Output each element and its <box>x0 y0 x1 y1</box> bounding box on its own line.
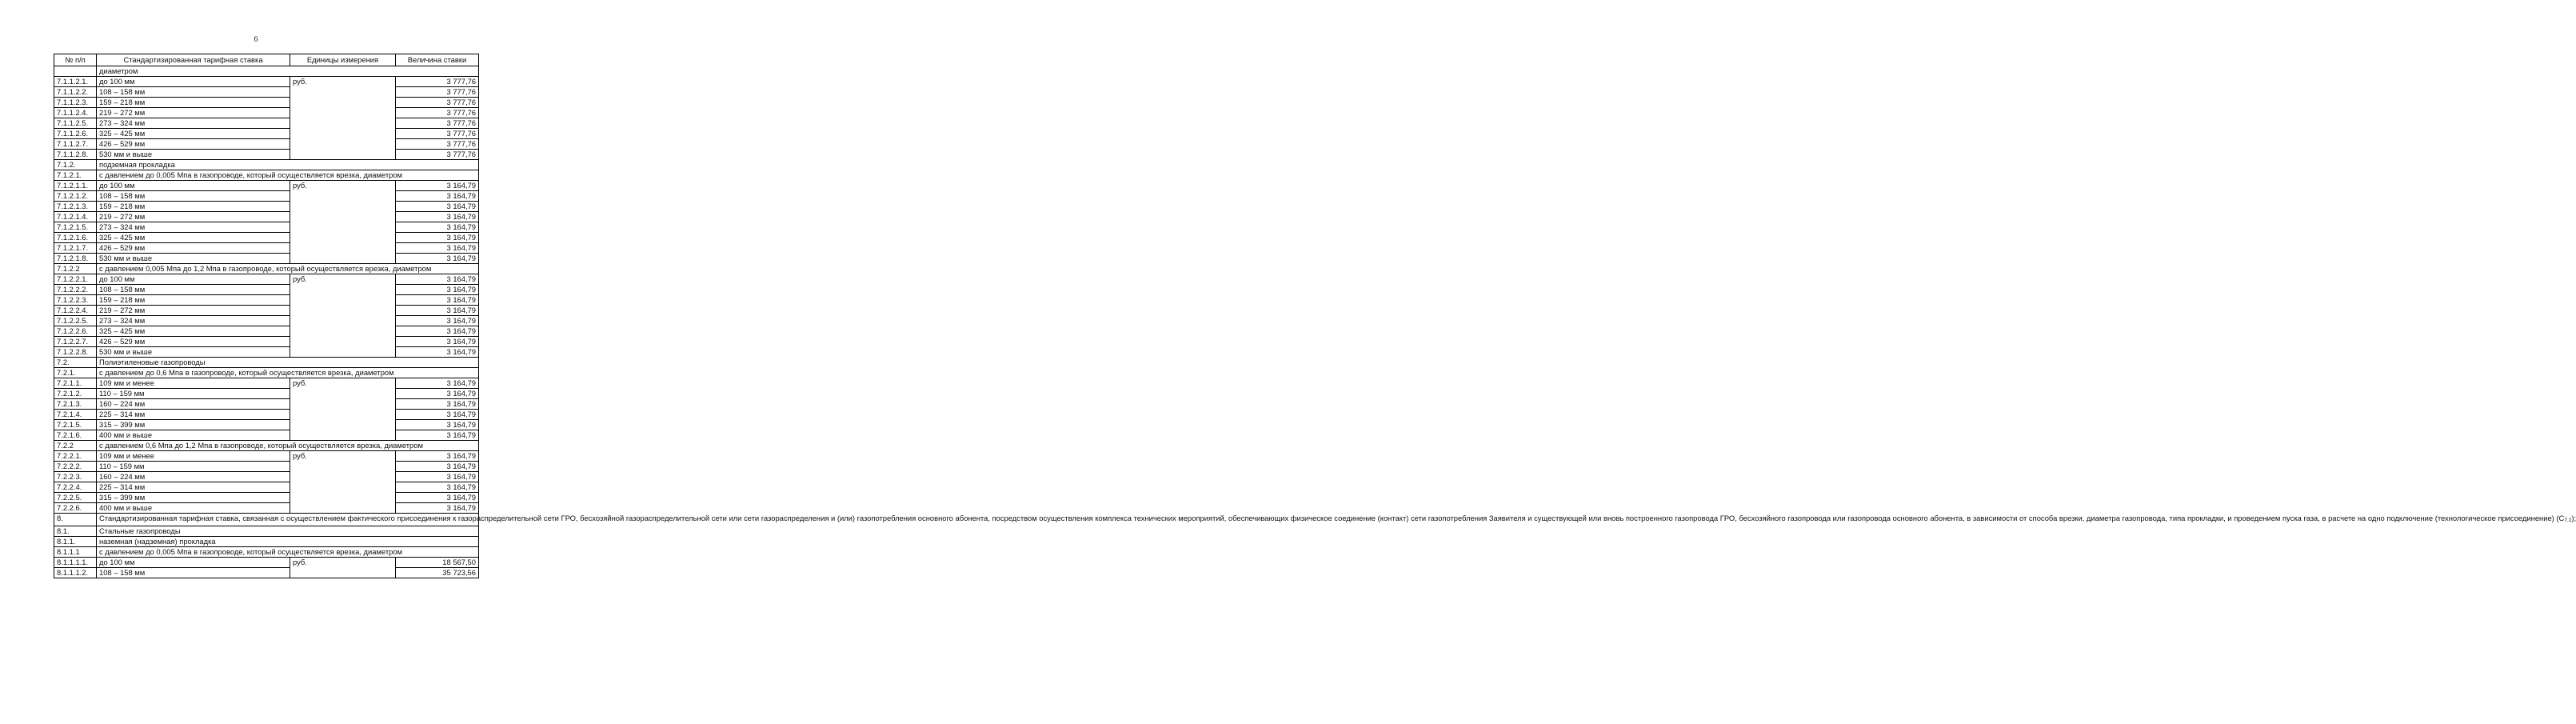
row-label: 219 – 272 мм <box>97 306 290 316</box>
row-label: 108 – 158 мм <box>97 568 290 578</box>
table-row <box>54 316 479 326</box>
row-number: 7.1.1.2.1. <box>54 77 97 87</box>
row-number <box>54 66 97 77</box>
table-row <box>54 295 479 306</box>
row-number: 7.1.2.1.8. <box>54 254 97 264</box>
row-label: 159 – 218 мм <box>97 98 290 108</box>
row-number: 7.1.2.2 <box>54 264 97 274</box>
row-number: 7.2.1.5. <box>54 420 97 430</box>
row-label: 159 – 218 мм <box>97 202 290 212</box>
tariff-table <box>54 54 2576 578</box>
row-number: 8. <box>54 514 97 526</box>
row-number: 7.2.1.4. <box>54 410 97 420</box>
row-number: 7.1.2.1.4. <box>54 212 97 222</box>
rate-value: 3 164,79 <box>396 482 479 493</box>
rate-value: 3 164,79 <box>396 503 479 514</box>
rate-value: 3 164,79 <box>396 254 479 264</box>
table-body <box>54 66 2576 578</box>
page-number: 6 <box>254 35 258 44</box>
row-number: 7.1.1.2.6. <box>54 129 97 139</box>
row-label: 219 – 272 мм <box>97 108 290 118</box>
rate-value: 3 164,79 <box>396 181 479 191</box>
table-row <box>54 347 479 358</box>
section-label <box>97 526 479 537</box>
table-row <box>54 337 479 347</box>
unit-cell: руб. <box>290 451 396 514</box>
table-row <box>54 254 479 264</box>
section-row <box>54 358 479 368</box>
row-number: 7.2.2.5. <box>54 493 97 503</box>
row-number: 7.2.2.6. <box>54 503 97 514</box>
row-number: 7.2.1. <box>54 368 97 378</box>
section-row <box>54 537 479 547</box>
table-row <box>54 285 479 295</box>
subscript: 7.2 <box>2564 518 2572 523</box>
table-row <box>54 202 479 212</box>
table-row <box>54 558 479 568</box>
rate-value: 3 164,79 <box>396 347 479 358</box>
rate-value: 3 164,79 <box>396 233 479 243</box>
table-header-row <box>54 54 479 66</box>
row-number: 7.2.1.2. <box>54 389 97 399</box>
section-row <box>54 160 479 170</box>
rate-value: 3 777,76 <box>396 108 479 118</box>
section-label-tail: ); <box>2571 514 2576 522</box>
rate-value: 3 164,79 <box>396 316 479 326</box>
table-row <box>54 389 479 399</box>
row-label: 273 – 324 мм <box>97 222 290 233</box>
table-row <box>54 568 479 578</box>
table-row <box>54 108 479 118</box>
row-label: 325 – 425 мм <box>97 326 290 337</box>
section-row <box>54 170 479 181</box>
row-label: 315 – 399 мм <box>97 420 290 430</box>
row-label: 426 – 529 мм <box>97 243 290 254</box>
table-row <box>54 306 479 316</box>
section-label-text: с давлением до 0,005 Мпа в газопроводе, который осуществляется врезка, диаметром <box>99 547 402 556</box>
section-row <box>54 264 479 274</box>
row-number: 7.2.2.3. <box>54 472 97 482</box>
header-num: № п/п <box>54 54 97 66</box>
row-label: 325 – 425 мм <box>97 129 290 139</box>
table-row <box>54 129 479 139</box>
header-name: Стандартизированная тарифная ставка <box>97 54 290 66</box>
rate-value: 3 164,79 <box>396 399 479 410</box>
section-label-text: с давлением 0,6 Мпа до 1,2 Мпа в газопроводе, который осуществляется врезка, диаметром <box>99 441 423 450</box>
row-number: 7.1.2.1.6. <box>54 233 97 243</box>
section-label <box>97 160 479 170</box>
row-label: 400 мм и выше <box>97 430 290 441</box>
row-number: 7.1.2.1.2. <box>54 191 97 202</box>
row-number: 7.2.1.1. <box>54 378 97 389</box>
section-label-text: диаметром <box>99 66 138 75</box>
table-row <box>54 243 479 254</box>
table-row <box>54 451 479 462</box>
row-number: 7.2.2.4. <box>54 482 97 493</box>
unit-cell: руб. <box>290 181 396 264</box>
rate-value: 3 777,76 <box>396 87 479 98</box>
row-number: 7.2. <box>54 358 97 368</box>
row-label: 273 – 324 мм <box>97 316 290 326</box>
row-label: 109 мм и менее <box>97 451 290 462</box>
section-label <box>97 170 479 181</box>
row-label: 530 мм и выше <box>97 347 290 358</box>
row-number: 7.1.2.2.8. <box>54 347 97 358</box>
rate-value: 3 777,76 <box>396 150 479 160</box>
row-label: 225 – 314 мм <box>97 482 290 493</box>
row-label: 315 – 399 мм <box>97 493 290 503</box>
unit-cell: руб. <box>290 274 396 358</box>
section-label <box>97 66 479 77</box>
rate-value: 3 164,79 <box>396 410 479 420</box>
section-label-text: Полиэтиленовые газопроводы <box>99 358 206 366</box>
rate-value: 3 777,76 <box>396 77 479 87</box>
rate-value: 3 777,76 <box>396 139 479 150</box>
table-row <box>54 222 479 233</box>
row-label: 530 мм и выше <box>97 150 290 160</box>
row-number: 7.2.1.3. <box>54 399 97 410</box>
row-label: 273 – 324 мм <box>97 118 290 129</box>
rate-value: 3 164,79 <box>396 191 479 202</box>
row-label: 109 мм и менее <box>97 378 290 389</box>
table-row <box>54 462 479 472</box>
section-label-text: с давлением 0,005 Мпа до 1,2 Мпа в газопроводе, который осуществляется врезка, диаметром <box>99 264 432 273</box>
row-number: 7.1.2.1.3. <box>54 202 97 212</box>
section-row <box>54 66 479 77</box>
section-label <box>97 441 479 451</box>
table-row <box>54 77 479 87</box>
rate-value: 3 164,79 <box>396 306 479 316</box>
section-label-text: с давлением до 0,6 Мпа в газопроводе, который осуществляется врезка, диаметром <box>99 368 394 377</box>
table-row <box>54 410 479 420</box>
table-row <box>54 378 479 389</box>
row-label: 108 – 158 мм <box>97 285 290 295</box>
table-row <box>54 150 479 160</box>
rate-value: 3 164,79 <box>396 493 479 503</box>
table-row <box>54 420 479 430</box>
row-number: 7.1.1.2.4. <box>54 108 97 118</box>
table-row <box>54 87 479 98</box>
table-row <box>54 493 479 503</box>
row-number: 7.1.2.1.5. <box>54 222 97 233</box>
table-row <box>54 212 479 222</box>
row-label: 108 – 158 мм <box>97 87 290 98</box>
section-label-text: наземная (надземная) прокладка <box>99 537 216 546</box>
table-row <box>54 274 479 285</box>
rate-value: 3 164,79 <box>396 378 479 389</box>
row-number: 7.1.2. <box>54 160 97 170</box>
row-number: 7.1.2.1.1. <box>54 181 97 191</box>
row-label: 159 – 218 мм <box>97 295 290 306</box>
rate-value: 3 164,79 <box>396 420 479 430</box>
table-row <box>54 503 479 514</box>
row-label: 530 мм и выше <box>97 254 290 264</box>
row-number: 7.1.2.2.5. <box>54 316 97 326</box>
row-number: 7.1.1.2.3. <box>54 98 97 108</box>
table-row <box>54 139 479 150</box>
table-row <box>54 482 479 493</box>
row-label: 325 – 425 мм <box>97 233 290 243</box>
row-number: 7.1.2.2.4. <box>54 306 97 316</box>
row-label: до 100 мм <box>97 558 290 568</box>
row-label: до 100 мм <box>97 77 290 87</box>
row-label: до 100 мм <box>97 274 290 285</box>
row-number: 7.2.2 <box>54 441 97 451</box>
section-row <box>54 526 479 537</box>
row-number: 7.1.2.2.1. <box>54 274 97 285</box>
section-label <box>97 264 479 274</box>
table-row <box>54 430 479 441</box>
rate-value: 18 567,50 <box>396 558 479 568</box>
rate-value: 3 164,79 <box>396 451 479 462</box>
rate-value: 3 164,79 <box>396 222 479 233</box>
table-row <box>54 399 479 410</box>
row-label: 426 – 529 мм <box>97 139 290 150</box>
unit-cell: руб. <box>290 558 396 578</box>
section-label-text: подземная прокладка <box>99 160 175 169</box>
row-number: 7.1.2.2.2. <box>54 285 97 295</box>
section-row <box>54 547 479 558</box>
section-label <box>97 514 2576 526</box>
row-number: 8.1.1.1 <box>54 547 97 558</box>
rate-value: 3 777,76 <box>396 98 479 108</box>
row-number: 7.1.2.2.3. <box>54 295 97 306</box>
section-row <box>54 441 479 451</box>
row-label: 219 – 272 мм <box>97 212 290 222</box>
table-row <box>54 118 479 129</box>
section-label-text: с давлением до 0,005 Мпа в газопроводе, который осуществляется врезка, диаметром <box>99 170 402 179</box>
rate-value: 3 164,79 <box>396 243 479 254</box>
section-label-text: Стандартизированная тарифная ставка, связанная с осуществлением фактического присоединения к газораспределительной сети ГРО, бесхозяйной газораспределительной сети или сети газораспределения и (или) газопотребления основного абонента, посредством осуществления комплекса технических мероприятий, обеспечивающих физическое соединение (контакт) сети газопотребления Заявителя и существующей или вновь построенного газопровода ГРО, бесхозяйного газопровода или газопровода основного абонента, в зависимости от способа врезки, диаметра газопровода, типа прокладки, и проведением пуска газа, в расчете на одно подключение (технологическое присоединение) (С <box>99 514 2565 522</box>
table-row <box>54 233 479 243</box>
row-number: 8.1.1.1.2. <box>54 568 97 578</box>
table-row <box>54 181 479 191</box>
row-number: 7.2.2.1. <box>54 451 97 462</box>
rate-value: 3 164,79 <box>396 337 479 347</box>
rate-value: 3 164,79 <box>396 295 479 306</box>
row-label: 225 – 314 мм <box>97 410 290 420</box>
rate-value: 3 777,76 <box>396 129 479 139</box>
row-label: до 100 мм <box>97 181 290 191</box>
row-number: 7.1.1.2.8. <box>54 150 97 160</box>
rate-value: 3 164,79 <box>396 472 479 482</box>
row-number: 7.2.1.6. <box>54 430 97 441</box>
unit-cell: руб. <box>290 378 396 441</box>
section-label <box>97 537 479 547</box>
row-number: 8.1.1. <box>54 537 97 547</box>
row-number: 7.1.2.1.7. <box>54 243 97 254</box>
unit-cell: руб. <box>290 77 396 160</box>
row-number: 8.1.1.1.1. <box>54 558 97 568</box>
rate-value: 35 723,56 <box>396 568 479 578</box>
section-row <box>54 514 479 526</box>
row-number: 7.1.2.2.7. <box>54 337 97 347</box>
header-value: Величина ставки <box>396 54 479 66</box>
section-label-text: Стальные газопроводы <box>99 526 181 535</box>
row-label: 110 – 159 мм <box>97 389 290 399</box>
row-label: 160 – 224 мм <box>97 399 290 410</box>
row-number: 7.1.2.1. <box>54 170 97 181</box>
row-number: 7.1.1.2.7. <box>54 139 97 150</box>
row-label: 400 мм и выше <box>97 503 290 514</box>
rate-value: 3 164,79 <box>396 202 479 212</box>
row-number: 7.2.2.2. <box>54 462 97 472</box>
rate-value: 3 164,79 <box>396 389 479 399</box>
row-label: 426 – 529 мм <box>97 337 290 347</box>
table-row <box>54 98 479 108</box>
row-label: 160 – 224 мм <box>97 472 290 482</box>
rate-value: 3 164,79 <box>396 462 479 472</box>
rate-value: 3 777,76 <box>396 118 479 129</box>
rate-value: 3 164,79 <box>396 274 479 285</box>
rate-value: 3 164,79 <box>396 285 479 295</box>
row-number: 7.1.1.2.2. <box>54 87 97 98</box>
section-label <box>97 368 479 378</box>
table-row <box>54 191 479 202</box>
section-label <box>97 547 479 558</box>
row-label: 110 – 159 мм <box>97 462 290 472</box>
section-row <box>54 368 479 378</box>
rate-value: 3 164,79 <box>396 430 479 441</box>
table-row <box>54 472 479 482</box>
section-label <box>97 358 479 368</box>
row-number: 7.1.1.2.5. <box>54 118 97 129</box>
row-label: 108 – 158 мм <box>97 191 290 202</box>
rate-value: 3 164,79 <box>396 326 479 337</box>
table-row <box>54 326 479 337</box>
row-number: 7.1.2.2.6. <box>54 326 97 337</box>
header-unit: Единицы измерения <box>290 54 396 66</box>
row-number: 8.1. <box>54 526 97 537</box>
rate-value: 3 164,79 <box>396 212 479 222</box>
